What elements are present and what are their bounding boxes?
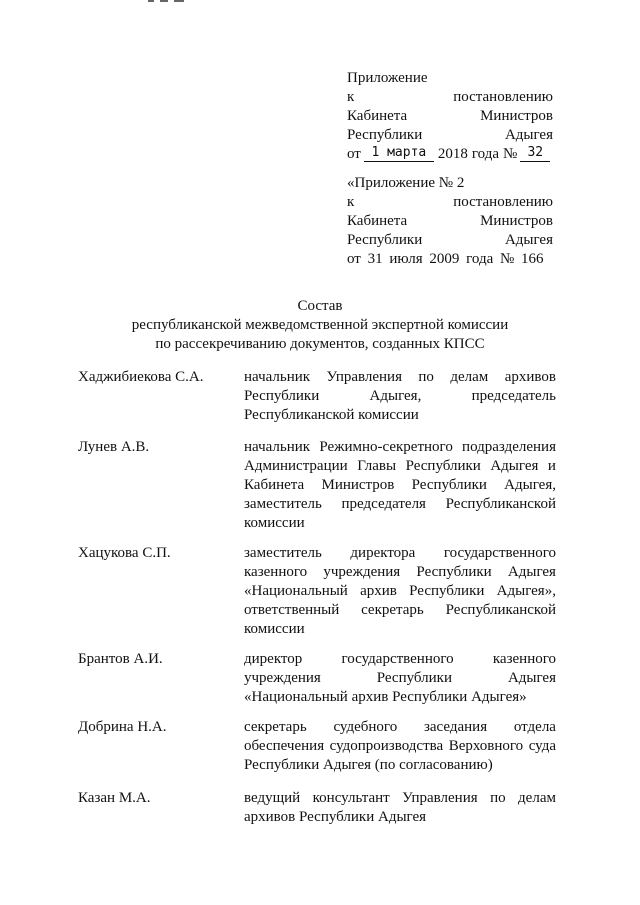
original-appendix-republic: Республики bbox=[347, 232, 423, 248]
scan-artifact bbox=[148, 0, 188, 3]
member-role bbox=[244, 438, 556, 533]
member-role bbox=[244, 789, 556, 827]
heading-subtitle-2: по рассекречиванию документов, созданных КПСС bbox=[155, 336, 485, 352]
role-line: учреждения Республики Адыгея bbox=[244, 670, 556, 686]
original-appendix-date: от 31 июля 2009 года № 166 bbox=[347, 251, 544, 267]
role-line: секретарь судебного заседания отдела bbox=[244, 719, 556, 735]
member-name: Хацукова С.П. bbox=[78, 545, 171, 561]
appendix-date-line bbox=[347, 145, 553, 164]
date-prefix: от bbox=[347, 146, 361, 162]
original-appendix-to: к bbox=[347, 194, 355, 210]
role-line: начальник Управления по делам архивов bbox=[244, 369, 556, 385]
original-appendix-resolution: постановлению bbox=[453, 194, 553, 210]
member-role bbox=[244, 718, 556, 775]
member-name: Брантов А.И. bbox=[78, 651, 163, 667]
role-line: директор государственного казенного bbox=[244, 651, 556, 667]
role-line: архивов Республики Адыгея bbox=[244, 809, 427, 825]
member-name: Лунев А.В. bbox=[78, 439, 150, 455]
appendix-original-block bbox=[347, 174, 553, 269]
member-name: Добрина Н.А. bbox=[78, 719, 167, 735]
number-sign: № bbox=[503, 146, 518, 162]
role-line: «Национальный архив Республики Адыгея», bbox=[244, 583, 556, 599]
appendix-to: к bbox=[347, 89, 355, 105]
role-line: комиссии bbox=[244, 621, 305, 637]
original-appendix-ministers: Министров bbox=[480, 213, 553, 229]
role-line: Республики Адыгея, председатель bbox=[244, 388, 556, 404]
handwritten-date: 1 марта bbox=[364, 145, 434, 162]
member-role bbox=[244, 650, 556, 707]
role-line: Республики Адыгея (по согласованию) bbox=[244, 757, 493, 773]
role-line: ведущий консультант Управления по делам bbox=[244, 790, 556, 806]
appendix-current-block bbox=[347, 69, 553, 164]
role-line: заместитель председателя Республиканской bbox=[244, 496, 556, 512]
role-line: ответственный секретарь Республиканской bbox=[244, 602, 556, 618]
heading-subtitle-1: республиканской межведомственной экспертной комиссии bbox=[131, 317, 509, 333]
role-line: начальник Режимно-секретного подразделения bbox=[244, 439, 556, 455]
role-line: Республиканской комиссии bbox=[244, 407, 419, 423]
role-line: комиссии bbox=[244, 515, 305, 531]
member-role bbox=[244, 544, 556, 639]
appendix-ministers: Министров bbox=[480, 108, 553, 124]
role-line: «Национальный архив Республики Адыгея» bbox=[244, 689, 527, 705]
original-appendix-cabinet: Кабинета bbox=[347, 213, 408, 229]
member-role bbox=[244, 368, 556, 425]
heading-title: Состав bbox=[297, 298, 343, 314]
date-year: 2018 bbox=[437, 146, 468, 162]
appendix-adygea: Адыгея bbox=[504, 127, 553, 143]
role-line: обеспечения судопроизводства Верховного суда bbox=[244, 738, 556, 754]
document-heading bbox=[0, 297, 640, 354]
role-line: заместитель директора государственного bbox=[244, 545, 556, 561]
original-appendix-adygea: Адыгея bbox=[504, 232, 553, 248]
member-name: Казан М.А. bbox=[78, 790, 151, 806]
handwritten-number: 32 bbox=[520, 145, 550, 162]
date-year-word: года bbox=[471, 146, 499, 162]
original-appendix-title: «Приложение № 2 bbox=[347, 175, 465, 191]
member-name: Хаджибиекова С.А. bbox=[78, 369, 204, 385]
appendix-republic: Республики bbox=[347, 127, 423, 143]
role-line: Администрации Главы Республики Адыгея и bbox=[244, 458, 556, 474]
appendix-title: Приложение bbox=[347, 70, 428, 86]
appendix-cabinet: Кабинета bbox=[347, 108, 408, 124]
appendix-resolution: постановлению bbox=[453, 89, 553, 105]
role-line: казенного учреждения Республики Адыгея bbox=[244, 564, 556, 580]
role-line: Кабинета Министров Республики Адыгея, bbox=[244, 477, 556, 493]
